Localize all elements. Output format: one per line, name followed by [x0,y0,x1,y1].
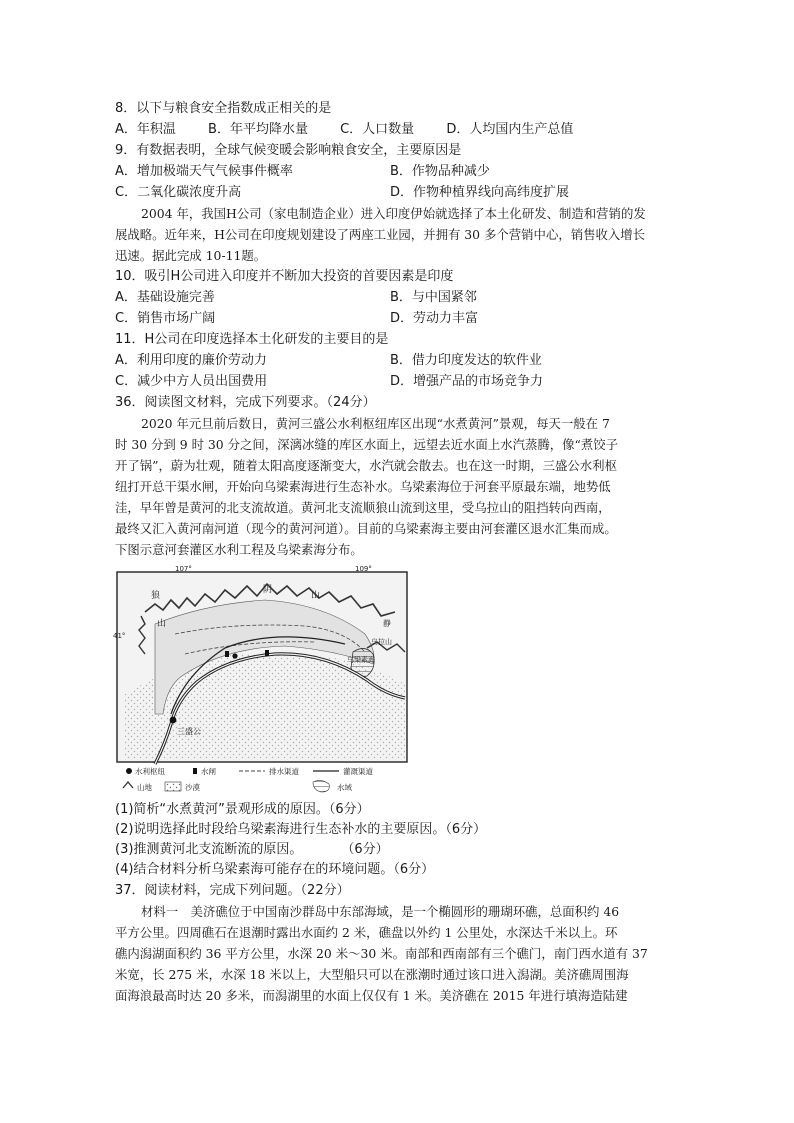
lon-label-107: 107° [175,565,192,573]
label-lang: 狼 [151,591,161,601]
material-10-11-line-1: 2004 年，我国H公司（家电制造企业）进入印度伊始就选择了本土化研发、制造和营销的发 [141,206,646,221]
hetao-irrigation-map [115,564,411,796]
q37-material-line-2: 平方公里。四周礁石在退潮时露出水面约 2 米，礁盘以外约 1 公里处，水深达千米以上。环 [115,925,618,940]
q8-options [115,119,685,140]
q36-material-line-1: 2020 年元旦前后数日，黄河三盛公水利枢纽库区出现“水煮黄河”景观，每天一般在 7 [141,416,610,431]
q37-material-line-5: 面海浪最高时达 20 多米，而潟湖里的水面上仅仅有 1 米。美济礁在 2015 年进行填海造陆建 [115,988,628,1003]
label-shan-2: 山 [311,591,321,601]
legend-hub: 水利枢纽 [135,767,165,776]
q36-material-line-6: 最终又汇入黄河南河道（现今的黄河河道）。目前的乌梁素海主要由河套灌区退水汇集而成。 [115,521,617,536]
lat-label-41: 41° [113,632,126,640]
label-wuliangsuhai: 乌梁素海 [347,656,375,664]
legend-drain: 排水渠道 [269,767,299,776]
q8-option-c: C．人口数量 [340,122,415,137]
hub-2 [232,653,237,658]
label-wula-mountain: 乌拉山 [371,638,392,646]
q9-option-d: D．作物种植界线向高纬度扩展 [390,185,570,200]
legend-mountain: 山地 [137,783,152,792]
q10-option-b: B．与中国紧邻 [390,290,477,305]
q9-options-row2 [115,182,685,203]
q36-sub-3: (3)推测黄河北支流断流的原因。 （6分） [115,842,389,857]
q8-stem: 8．以下与粮食安全指数成正相关的是 [115,101,332,116]
gate-2 [265,650,269,656]
q9-option-a: A．增加极端天气气候事件概率 [115,164,293,179]
lon-label-109: 109° [355,565,372,573]
q36-sub-4: (4)结合材料分析乌梁素海可能存在的环境问题。（6分） [115,862,435,877]
q9-stem: 9．有数据表明，全球气候变暖会影响粮食安全，主要原因是 [115,143,462,158]
material-10-11-line-2: 展战略。近年来，H公司在印度规划建设了两座工业园，并拥有 30 多个营销中心，销售收入增长 [115,227,646,242]
label-shan-1: 山 [157,619,167,629]
q10-option-d: D．劳动力丰富 [390,311,479,326]
q8-option-d: D．人均国内生产总值 [446,122,574,137]
label-sanshenggong: 三盛公 [177,727,201,736]
hub-sanshenggong [170,717,177,724]
q36-material-line-3: 开了锅”，蔚为壮观，随着太阳高度逐渐变大，水汽就会散去。也在这一时期，三盛公水利枢 [115,458,617,473]
q8-option-b: B．年平均降水量 [208,122,308,137]
gate-1 [225,651,229,657]
q11-option-d: D．增强产品的市场竞争力 [390,374,544,389]
q37-stem: 37．阅读材料，完成下列问题。（22分） [115,883,350,898]
q10-options-row1 [115,287,685,308]
label-jing: 静 [383,619,391,628]
q36-material-line-2: 时 30 分到 9 时 30 分之间，深漓冰缝的库区水面上，远望去近水面上水汽蒸腾，像“煮饺子 [115,437,619,452]
q11-option-c: C．减少中方人员出国费用 [115,374,268,389]
q11-options-row2 [115,371,685,392]
material-10-11-line-3: 迅速。据此完成 10-11题。 [115,248,267,263]
q10-stem: 10．吸引H公司进入印度并不断加大投资的首要因素是印度 [115,269,454,284]
q10-option-a: A．基础设施完善 [115,290,215,305]
legend-water: 水域 [337,783,352,792]
legend-gate: 水闸 [201,767,216,776]
q9-option-c: C．二氧化碳浓度升高 [115,185,242,200]
q36-sub-1: (1)简析“水煮黄河”景观形成的原因。（6分） [115,802,370,817]
q36-sub-2: (2)说明选择此时段给乌梁素海进行生态补水的主要原因。（6分） [115,822,487,837]
q36-material-line-5: 洼，早年曾是黄河的北支流故道。黄河北支流顺狼山流到这里，受乌拉山的阻挡转向西南， [115,500,611,515]
q36-material-line-7: 下图示意河套灌区水利工程及乌梁素海分布。 [115,542,363,557]
hetao-map-svg [115,564,411,796]
legend-desert: 沙漠 [185,783,200,792]
map-legend [123,766,373,792]
q37-material-line-3: 礁内潟湖面积约 36 平方公里，水深 20 米～30 米。南部和西南部有三个礁门，南门西水道有 37 [115,946,648,961]
legend-irrigation: 灌溉渠道 [343,767,373,776]
q8-option-a: A．年积温 [115,122,176,137]
q11-options-row1 [115,350,685,371]
q37-material-line-4: 米宽，长 275 米，水深 18 米以上，大型船只可以在涨潮时通过该口进入潟湖。美济礁周围海 [115,967,629,982]
label-yin: 阴 [263,585,273,595]
q36-material-line-4: 纽打开总干渠水闸，开始向乌梁素海进行生态补水。乌梁素海位于河套平原最东端，地势低 [115,479,611,494]
q11-stem: 11．H公司在印度选择本土化研发的主要目的是 [115,332,389,347]
exam-page [115,98,685,1006]
q36-stem: 36．阅读图文材料，完成下列要求。（24分） [115,395,376,410]
q11-option-b: B．借力印度发达的软件业 [390,353,542,368]
q10-option-c: C．销售市场广阔 [115,311,216,326]
q11-option-a: A．利用印度的廉价劳动力 [115,353,267,368]
q37-material-line-1: 材料一 美济礁位于中国南沙群岛中东部海域，是一个椭圆形的珊瑚环礁，总面积约 46 [141,904,620,919]
q9-options-row1 [115,161,685,182]
q9-option-b: B．作物品种减少 [390,164,490,179]
q10-options-row2 [115,308,685,329]
